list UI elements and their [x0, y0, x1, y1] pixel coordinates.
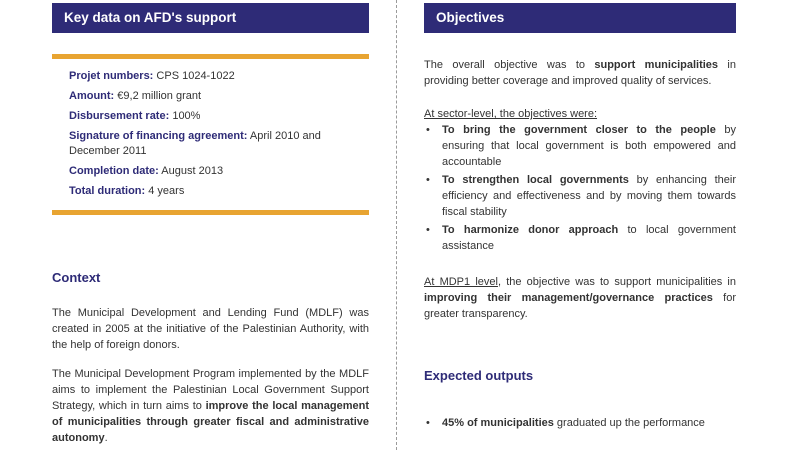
context-p2-bold: improve the local management of municipalities through greater fiscal and administrative autonomy	[52, 400, 369, 444]
bullet-bold: To strengthen local governments	[442, 174, 629, 186]
objectives-header: Objectives	[424, 3, 736, 33]
bullet-bold: To bring the government closer to the people	[442, 124, 716, 136]
key-data-header: Key data on AFD's support	[52, 3, 369, 33]
bullet-icon: •	[426, 124, 430, 136]
context-p2-text: The Municipal Development Program implemented by the MDLF aims to implement the Palestinian Local Government Support Strategy, which in turn aims to	[52, 368, 369, 412]
key-data-value: €9,2 million grant	[114, 90, 202, 102]
bullet-bold: 45% of municipalities	[442, 417, 554, 429]
key-data-value: April 2010 and December 2011	[69, 130, 321, 157]
bullet-text: by enhancing their efficiency and effectiveness and by moving them towards fiscal stability	[442, 174, 736, 218]
key-data-label: Signature of financing agreement:	[69, 130, 248, 142]
context-paragraph-2	[52, 366, 369, 446]
context-title: Context	[52, 270, 101, 285]
list-item	[424, 172, 736, 220]
bullet-icon: •	[426, 224, 430, 236]
bullet-text: graduated up the performance	[553, 417, 705, 429]
mdp1-end: for greater transparency.	[424, 292, 736, 320]
context-paragraph-1: The Municipal Development and Lending Fund (MDLF) was created in 2005 at the initiative of the Palestinian Authority, with the help of foreign donors.	[52, 307, 369, 351]
objectives-bullet-list	[424, 122, 736, 254]
key-data-box	[52, 59, 369, 210]
list-item	[424, 415, 736, 431]
bullet-bold: To harmonize donor approach	[442, 224, 619, 236]
key-data-row	[69, 164, 369, 179]
sector-level-intro: At sector-level, the objectives were:	[424, 108, 598, 120]
left-column	[52, 0, 369, 446]
mdp1-bold: improving their management/governance practices	[424, 292, 713, 304]
bullet-text: to local government assistance	[442, 224, 736, 252]
key-data-label: Completion date:	[69, 165, 159, 177]
key-data-row	[69, 69, 369, 84]
outputs-bullet-list	[424, 415, 736, 431]
key-data-value: CPS 1024-1022	[153, 70, 235, 82]
context-p2-end: .	[104, 432, 108, 444]
key-data-row	[69, 89, 369, 104]
key-data-label: Disbursement rate:	[69, 110, 170, 122]
list-item	[424, 122, 736, 170]
key-data-row	[69, 129, 369, 159]
bullet-text: by ensuring that local government is both empowered and accountable	[442, 124, 736, 168]
key-data-value: 4 years	[145, 185, 185, 197]
bullet-icon: •	[426, 174, 430, 186]
key-data-row	[69, 109, 369, 124]
mdp1-underlined: At MDP1 level	[424, 276, 498, 288]
key-data-label: Projet numbers:	[69, 70, 154, 82]
list-item	[424, 222, 736, 254]
key-data-row	[69, 184, 369, 199]
mdp1-paragraph	[424, 274, 736, 322]
objectives-p1-text: The overall objective was to	[424, 59, 595, 71]
objectives-p1-end: in providing better coverage and improved quality of services.	[424, 59, 736, 87]
key-data-value: August 2013	[158, 165, 224, 177]
key-data-label: Total duration:	[69, 185, 146, 197]
objectives-paragraph	[424, 57, 736, 89]
key-data-bottom-rule	[52, 210, 369, 215]
column-divider	[396, 0, 397, 450]
key-data-value: 100%	[169, 110, 201, 122]
mdp1-text: , the objective was to support municipalities in	[497, 276, 736, 288]
expected-outputs-title: Expected outputs	[424, 368, 534, 383]
objectives-p1-bold: support municipalities	[594, 59, 719, 71]
key-data-label: Amount:	[69, 90, 115, 102]
bullet-icon: •	[426, 417, 430, 429]
right-column	[424, 0, 736, 433]
